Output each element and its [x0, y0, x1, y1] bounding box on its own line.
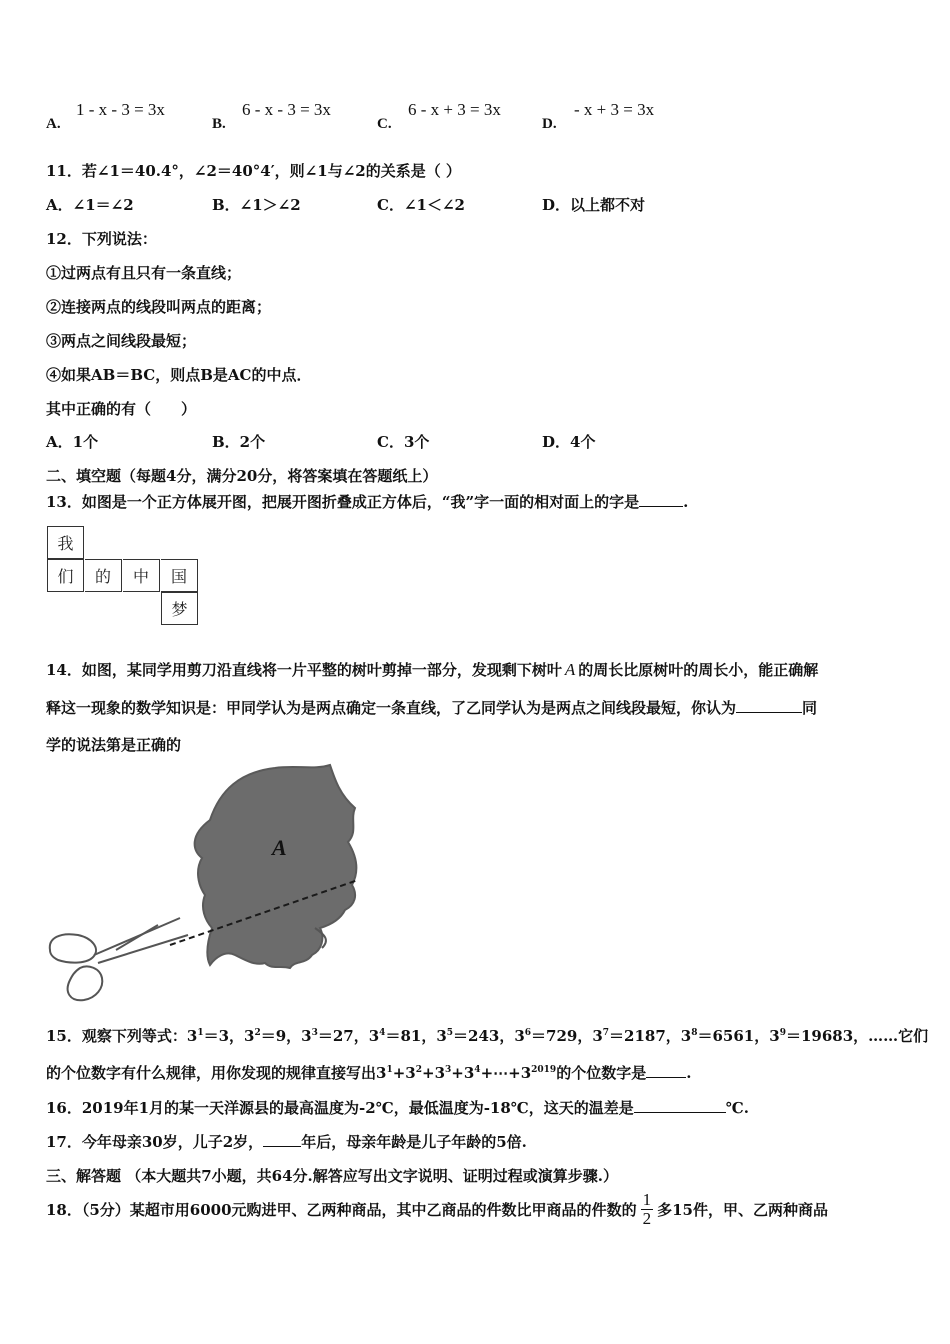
q15-power-4: ，$3^4=81$: [353, 1027, 422, 1045]
q14-line2: 释这一现象的数学知识是：甲同学认为是两点确定一条直线，了乙同学认为是两点之间线段最短，你认为: [46, 699, 737, 717]
cube-cell-wo: 我: [47, 526, 84, 559]
q15-last-exp: 2019: [531, 1065, 557, 1075]
q10-option-b-letter: B.: [212, 116, 226, 132]
q12-item-3: ③两点之间线段最短；: [46, 332, 197, 350]
q15-sum-expression: $3^1+3^2+3^3+3^4+\cdots+3^{2019}$: [376, 1064, 557, 1082]
q10-option-c-letter: C.: [377, 116, 392, 132]
cube-cell-de: 的: [85, 559, 122, 592]
q14-leaf-var: A: [564, 660, 576, 679]
q15-powers: [187, 1027, 853, 1045]
q11-option-a: A．∠1＝∠2: [46, 196, 134, 214]
q12-item-2: ②连接两点的线段叫两点的距离；: [46, 298, 272, 316]
q12-question: 其中正确的有（ ）: [46, 400, 197, 418]
q13-stem: 13．如图是一个正方体展开图，把展开图折叠成正方体后，“我”字一面的相对面上的字是: [46, 493, 640, 511]
q16-line: [46, 1098, 749, 1118]
q16-answer-blank[interactable]: [634, 1098, 726, 1113]
leaf-shape: [195, 765, 357, 968]
q15-answer-blank[interactable]: [646, 1063, 686, 1078]
q13-answer-blank[interactable]: [639, 492, 683, 507]
q16-unit: ℃.: [725, 1099, 749, 1117]
q14-line-1: [46, 660, 818, 680]
cube-cell-men: 们: [47, 559, 84, 592]
q14-line1b: 的周长比原树叶的周长小，能正确解: [578, 661, 819, 679]
q15-power-7: ，$3^7=2187$: [577, 1027, 666, 1045]
q11-option-d: D．以上都不对: [542, 196, 646, 214]
q15-power-6: ，$3^6=729$: [499, 1027, 578, 1045]
q14-answer-blank[interactable]: [736, 698, 802, 713]
q15-line-2: [46, 1063, 691, 1083]
q18-frac-num: 1: [642, 1190, 652, 1209]
q10-option-a-letter: A.: [46, 116, 61, 132]
cube-cell-meng: 梦: [161, 592, 198, 625]
q17-line: [46, 1132, 527, 1152]
q15-line1-prefix: 15．观察下列等式：: [46, 1027, 187, 1045]
scissors-icon: [50, 918, 188, 1000]
q12-item-4: ④如果AB＝BC，则点B是AC的中点．: [46, 366, 312, 384]
q14-line1: 14．如图，某同学用剪刀沿直线将一片平整的树叶剪掉一部分，发现剩下树叶: [46, 661, 562, 679]
q14-line3: 学的说法第是正确的: [46, 736, 182, 754]
q11-stem: 11．若∠1＝40.4°，∠2＝40°4′，则∠1与∠2的关系是（ ）: [46, 162, 461, 180]
q15-power-3: ，$3^3=27$: [286, 1027, 354, 1045]
q10-option-c-expr: 6 - x + 3 = 3x: [408, 100, 501, 119]
q12-option-b: B．2个: [212, 433, 266, 451]
section-2-heading: 二、填空题（每题4分，满分20分，将答案填在答题纸上）: [46, 467, 438, 485]
q15-power-1: $3^1=3$: [186, 1027, 230, 1045]
q12-stem: 12．下列说法：: [46, 230, 157, 248]
q15-power-9: ，$3^9=19683$: [754, 1027, 854, 1045]
leaf-label: A: [272, 835, 287, 860]
q15-line2-prefix: 的个位数字有什么规律，用你发现的规律直接写出: [46, 1064, 377, 1082]
q13-stem-line: [46, 492, 688, 512]
cube-cell-zhong: 中: [123, 559, 160, 592]
q12-option-d: D．4个: [542, 433, 596, 451]
q17-prefix: 17．今年母亲30岁，儿子2岁，: [46, 1133, 264, 1151]
q11-option-c: C．∠1＜∠2: [377, 196, 465, 214]
q15-line2-mid: 的个位数字是: [556, 1064, 647, 1082]
q12-item-1: ①过两点有且只有一条直线；: [46, 264, 242, 282]
q15-line1-suffix: ，……它们: [853, 1027, 929, 1045]
cube-cell-guo: 国: [161, 559, 198, 592]
q10-option-d-expr: - x + 3 = 3x: [574, 100, 655, 119]
q12-option-a: A．1个: [46, 433, 99, 451]
q17-answer-blank[interactable]: [263, 1132, 301, 1147]
section-3-heading: 三、解答题 （本大题共7小题，共64分.解答应写出文字说明、证明过程或演算步骤.）: [46, 1167, 618, 1185]
cube-net-figure: [47, 526, 207, 626]
q16-text: 16．2019年1月的某一天洋源县的最高温度为-2℃，最低温度为-18℃，这天的温差是: [46, 1099, 634, 1117]
q15-line2-end: .: [686, 1064, 692, 1082]
q11-option-b: B．∠1＞∠2: [212, 196, 301, 214]
q18-fraction: [641, 1191, 654, 1228]
q18-frac-den: 2: [642, 1209, 652, 1228]
q15-power-5: ，$3^5=243$: [421, 1027, 500, 1045]
q13-tail: .: [683, 493, 689, 511]
q15-power-8: ，$3^8=6561$: [665, 1027, 755, 1045]
q15-power-2: ，$3^2=9$: [229, 1027, 287, 1045]
q14-line2b: 同: [802, 699, 818, 717]
q15-line-1: [46, 1026, 928, 1046]
q10-option-b-expr: 6 - x - 3 = 3x: [242, 100, 331, 119]
q18-prefix: 18．（5分）某超市用6000元购进甲、乙两种商品，其中乙商品的件数比甲商品的件数的: [46, 1201, 637, 1219]
q18-suffix: 多15件，甲、乙两种商品: [657, 1201, 828, 1219]
q14-line-2: [46, 698, 817, 718]
q18-line: [46, 1191, 828, 1228]
q12-option-c: C．3个: [377, 433, 430, 451]
leaf-scissors-figure: [40, 760, 380, 1010]
q10-option-a-expr: 1 - x - 3 = 3x: [76, 100, 165, 119]
q10-option-d-letter: D.: [542, 116, 557, 132]
q17-suffix: 年后，母亲年龄是儿子年龄的5倍.: [301, 1133, 527, 1151]
